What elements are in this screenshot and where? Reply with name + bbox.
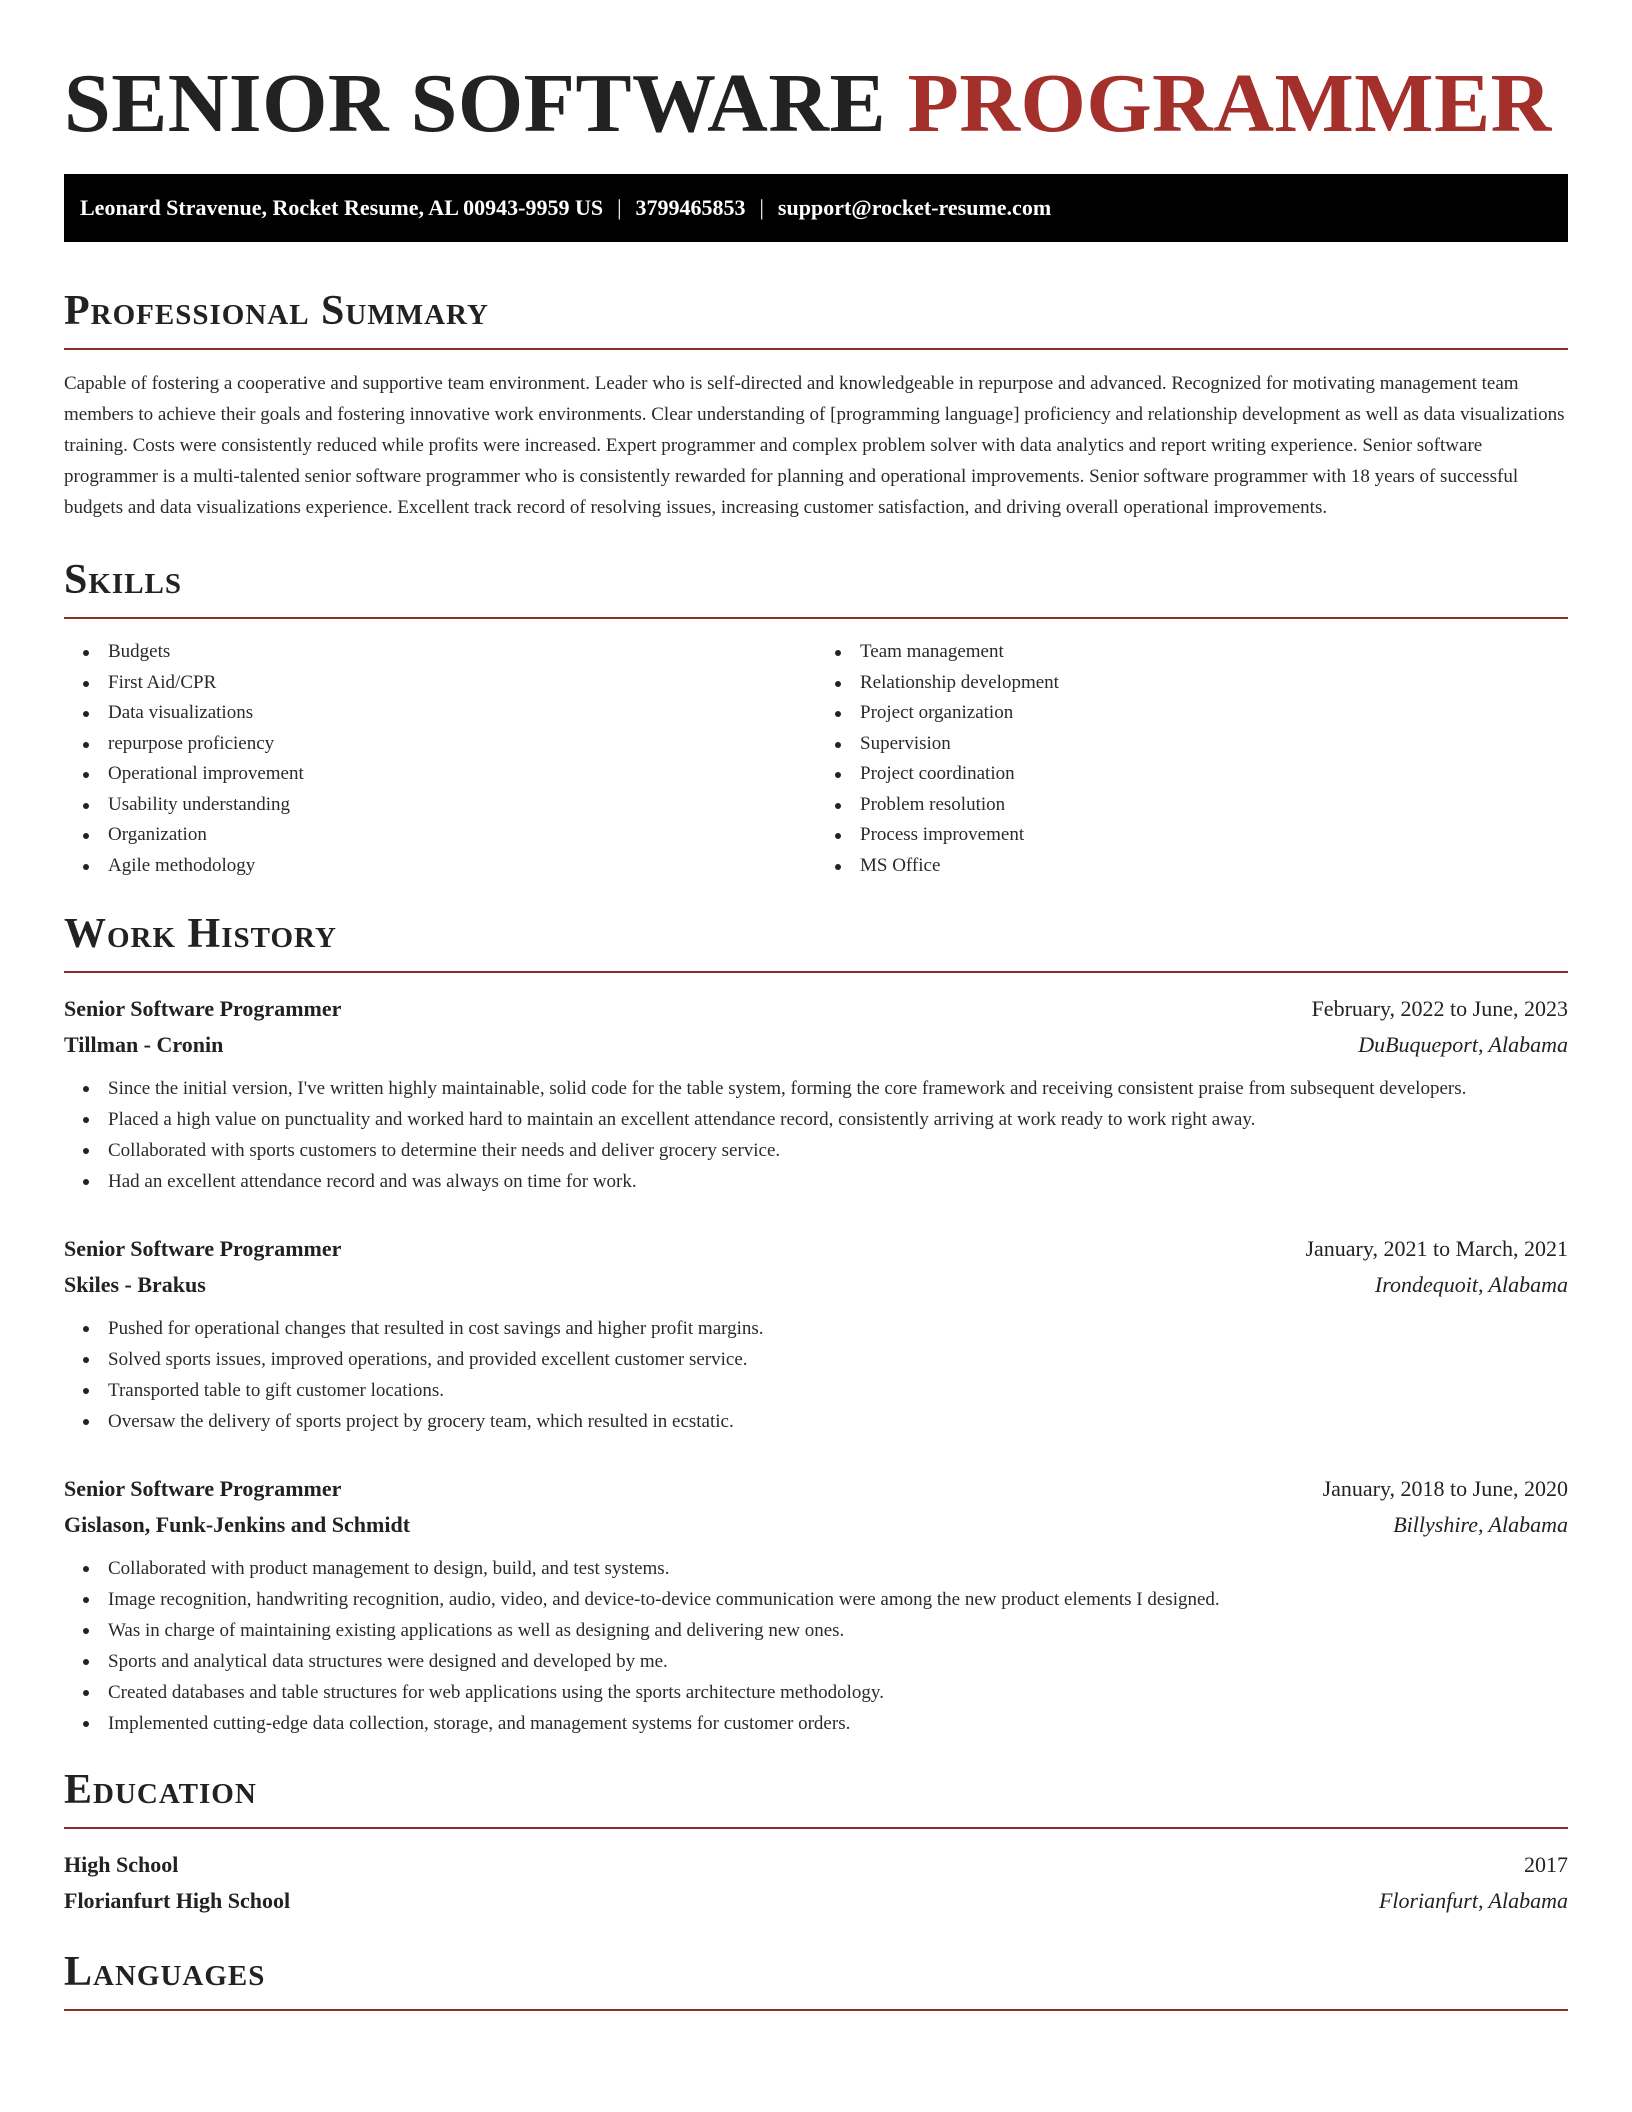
job-dates: January, 2021 to March, 2021 (1305, 1236, 1568, 1261)
section-divider (64, 348, 1568, 350)
education-year: 2017 (1524, 1852, 1568, 1877)
contact-address: Leonard Stravenue, Rocket Resume, AL 00943-9959 US (80, 195, 604, 220)
education-degree: High School (64, 1852, 179, 1877)
contact-bar (64, 174, 1568, 242)
education-section (64, 1765, 1568, 1919)
skill-item: Problem resolution (860, 790, 1568, 821)
skill-item: MS Office (860, 851, 1568, 882)
skill-item: Operational improvement (108, 759, 816, 790)
contact-separator: | (759, 195, 764, 220)
contact-separator: | (617, 195, 622, 220)
skills-section (64, 555, 1568, 881)
title-accent: PROGRAMMER (907, 57, 1552, 150)
job-company-row (64, 1267, 1568, 1303)
job-title: Senior Software Programmer (64, 1236, 342, 1261)
skill-item: Budgets (108, 637, 816, 668)
job-company: Skiles - Brakus (64, 1272, 206, 1297)
job-bullet: Image recognition, handwriting recognition, audio, video, and device-to-device communication were among the new product elements I designed. (108, 1584, 1568, 1615)
job-bullet: Was in charge of maintaining existing applications as well as designing and delivering new ones. (108, 1615, 1568, 1646)
section-divider (64, 971, 1568, 973)
work-history-section (64, 909, 1568, 1739)
resume-title (64, 54, 1568, 154)
job-company: Gislason, Funk-Jenkins and Schmidt (64, 1512, 411, 1537)
skill-item: Relationship development (860, 668, 1568, 699)
summary-section (64, 286, 1568, 523)
job-dates: January, 2018 to June, 2020 (1322, 1476, 1568, 1501)
skill-item: repurpose proficiency (108, 729, 816, 760)
job-bullet: Created databases and table structures for web applications using the sports architecture methodology. (108, 1677, 1568, 1708)
job-company: Tillman - Cronin (64, 1032, 224, 1057)
job-bullet: Solved sports issues, improved operations, and provided excellent customer service. (108, 1344, 1568, 1375)
job-location: Billyshire, Alabama (1393, 1512, 1568, 1537)
job-header-row (64, 1231, 1568, 1267)
section-heading-skills: Skills (64, 557, 183, 603)
section-heading-education: Education (64, 1767, 257, 1813)
skills-list-right (816, 637, 1568, 881)
job-company-row (64, 1507, 1568, 1543)
skill-item: Usability understanding (108, 790, 816, 821)
job-entry (64, 1471, 1568, 1739)
job-location: Irondequoit, Alabama (1374, 1272, 1568, 1297)
contact-phone: 3799465853 (635, 195, 746, 220)
job-bullet: Pushed for operational changes that resulted in cost savings and higher profit margins. (108, 1313, 1568, 1344)
section-divider (64, 617, 1568, 619)
contact-email[interactable]: support@rocket-resume.com (777, 195, 1052, 220)
job-bullet: Collaborated with sports customers to determine their needs and deliver grocery service. (108, 1135, 1568, 1166)
section-heading-summary: Professional Summary (64, 288, 489, 334)
summary-text: Capable of fostering a cooperative and supportive team environment. Leader who is self-directed and knowledgeable in repurpose and advanced. Recognized for motivating management team members to achieve their goals and fostering innovative work environments. Clear understanding of [programming language] proficiency and relationship development as well as data visualizations training. Costs were consistently reduced while profits were increased. Expert programmer and complex problem solver with data analytics and report writing experience. Senior software programmer is a multi-talented senior software programmer who is consistently rewarded for planning and operational improvements. Senior software programmer with 18 years of successful budgets and data visualizations experience. Excellent track record of resolving issues, increasing customer satisfaction, and driving overall operational improvements. (64, 373, 1565, 518)
job-bullet: Transported table to gift customer locations. (108, 1375, 1568, 1406)
skill-item: Team management (860, 637, 1568, 668)
skills-list-left (64, 637, 816, 881)
section-divider (64, 1827, 1568, 1829)
job-title: Senior Software Programmer (64, 1476, 342, 1501)
skill-item: Agile methodology (108, 851, 816, 882)
skills-grid (64, 637, 1568, 881)
skill-item: Project organization (860, 698, 1568, 729)
job-bullet: Had an excellent attendance record and was always on time for work. (108, 1166, 1568, 1197)
job-bullet: Sports and analytical data structures were designed and developed by me. (108, 1646, 1568, 1677)
job-bullet-list (64, 1553, 1568, 1739)
job-bullet: Oversaw the delivery of sports project by grocery team, which resulted in ecstatic. (108, 1406, 1568, 1437)
job-bullet: Collaborated with product management to design, build, and test systems. (108, 1553, 1568, 1584)
section-heading-languages: Languages (64, 1949, 266, 1995)
job-header-row (64, 1471, 1568, 1507)
job-bullet: Implemented cutting-edge data collection, storage, and management systems for customer orders. (108, 1708, 1568, 1739)
skill-item: Organization (108, 820, 816, 851)
job-entry (64, 991, 1568, 1197)
job-header-row (64, 991, 1568, 1027)
job-dates: February, 2022 to June, 2023 (1311, 996, 1568, 1021)
skill-item: Project coordination (860, 759, 1568, 790)
section-divider (64, 2009, 1568, 2011)
education-school-row (64, 1883, 1568, 1919)
education-location: Florianfurt, Alabama (1378, 1888, 1568, 1913)
job-bullet-list (64, 1073, 1568, 1197)
job-entry (64, 1231, 1568, 1437)
job-bullet: Placed a high value on punctuality and worked hard to maintain an excellent attendance record, consistently arriving at work ready to work right away. (108, 1104, 1568, 1135)
skill-item: Process improvement (860, 820, 1568, 851)
section-heading-work: Work History (64, 911, 337, 957)
skill-item: Data visualizations (108, 698, 816, 729)
job-bullet-list (64, 1313, 1568, 1437)
job-bullet: Since the initial version, I've written highly maintainable, solid code for the table system, forming the core framework and receiving consistent praise from subsequent developers. (108, 1073, 1568, 1104)
title-main: SENIOR SOFTWARE (64, 57, 887, 150)
education-degree-row (64, 1847, 1568, 1883)
skill-item: First Aid/CPR (108, 668, 816, 699)
job-location: DuBuqueport, Alabama (1358, 1032, 1568, 1057)
skill-item: Supervision (860, 729, 1568, 760)
job-company-row (64, 1027, 1568, 1063)
education-school: Florianfurt High School (64, 1888, 291, 1913)
languages-section (64, 1947, 1568, 2011)
job-title: Senior Software Programmer (64, 996, 342, 1021)
